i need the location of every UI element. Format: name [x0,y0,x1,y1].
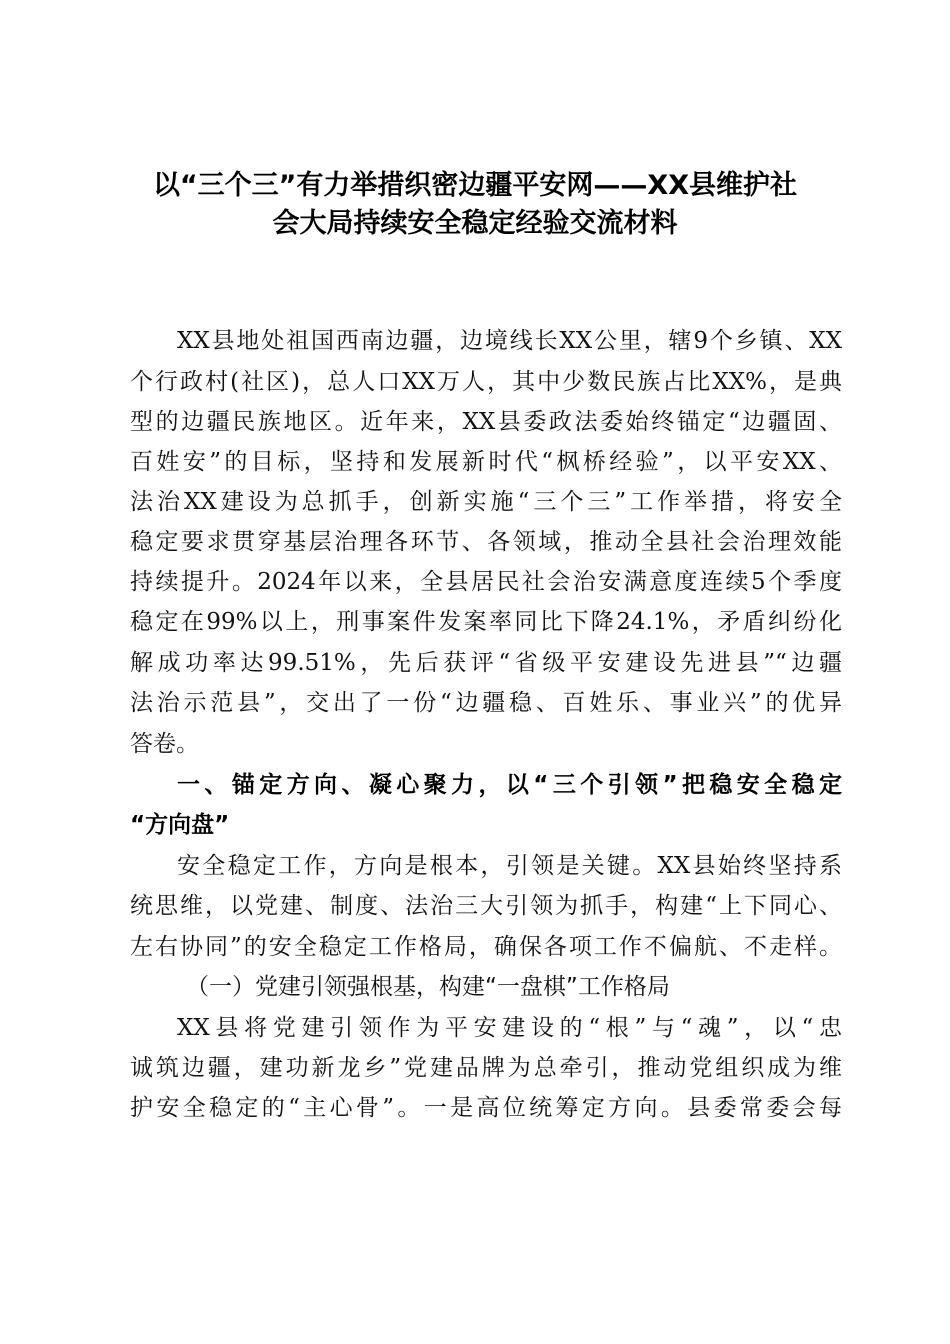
section-heading-line: “方向盘” [130,812,230,838]
intro-paragraph-line: 法治XX建设为总抓手，创新实施“三个三”工作举措，将安全 [130,489,842,515]
intro-paragraph-line: 解成功率达99.51%，先后获评“省级平安建设先进县”“边疆 [130,650,842,676]
intro-paragraph-line: XX县地处祖国西南边疆，边境线长XX公里，辖9个乡镇、XX [177,328,842,354]
intro-paragraph-line: 百姓安”的目标，坚持和发展新时代“枫桥经验”，以平安XX、 [130,449,842,475]
intro-paragraph-line: 稳定要求贯穿基层治理各环节、各领域，推动全县社会治理效能 [130,529,842,555]
section-paragraph-line: 左右协同”的安全稳定工作格局，确保各项工作不偏航、不走样。 [130,934,842,960]
section-paragraph-line: 统思维，以党建、制度、法治三大引领为抓手，构建“上下同心、 [130,893,842,919]
section-heading-line: 一、锚定方向、凝心聚力，以“三个引领”把稳安全稳定 [177,772,842,798]
subsection-paragraph-line: XX县将党建引领作为平安建设的“根”与“魂”，以“忠 [177,1015,842,1041]
document-title-line-1: 以“三个三”有力举措织密边疆平安网——XX县维护社 [152,170,798,201]
section-paragraph-line: 安全稳定工作，方向是根本，引领是关键。XX县始终坚持系 [177,853,842,879]
intro-paragraph-line: 型的边疆民族地区。近年来，XX县委政法委始终锚定“边疆固、 [130,409,842,435]
intro-paragraph-line: 稳定在99%以上，刑事案件发案率同比下降24.1%，矛盾纠纷化 [130,609,842,635]
intro-paragraph-line: 个行政村(社区)，总人口XX万人，其中少数民族占比XX%，是典 [130,369,842,395]
intro-paragraph-line: 答卷。 [130,731,199,757]
intro-paragraph-line: 持续提升。2024年以来，全县居民社会治安满意度连续5个季度 [130,569,842,595]
intro-paragraph-line: 法治示范县”，交出了一份“边疆稳、百姓乐、事业兴”的优异 [130,690,842,716]
subsection-paragraph-line: 诚筑边疆，建功新龙乡”党建品牌为总牵引，推动党组织成为维 [130,1055,842,1081]
subsection-paragraph-line: 护安全稳定的“主心骨”。一是高位统筹定方向。县委常委会每 [130,1095,842,1121]
subsection-heading: （一）党建引领强根基，构建“一盘棋”工作格局 [186,974,670,1000]
document-title-line-2: 会大局持续安全稳定经验交流材料 [272,208,678,239]
